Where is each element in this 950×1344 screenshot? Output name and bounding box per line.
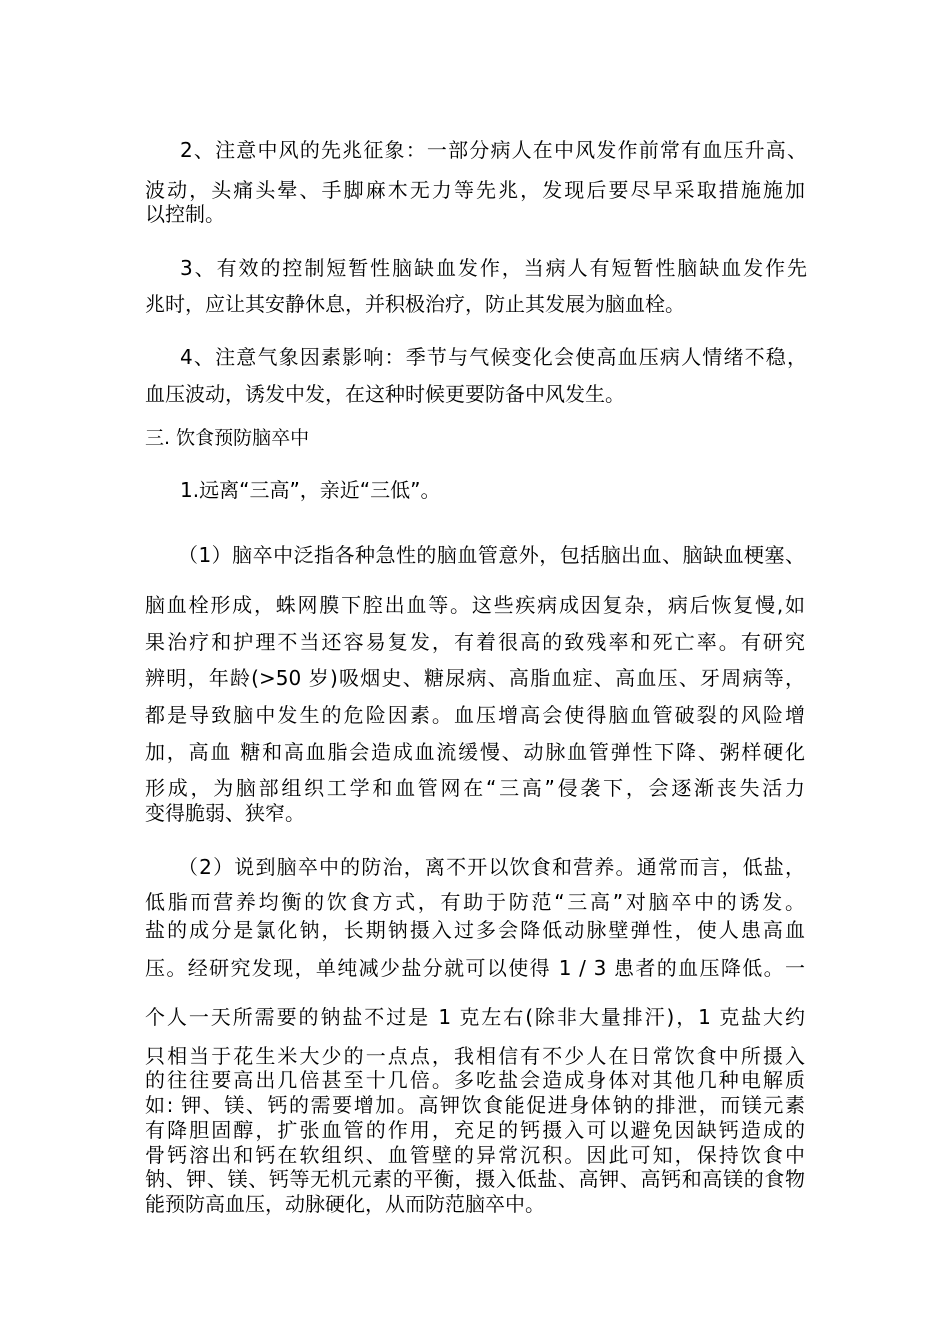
paragraph-line: 果治疗和护理不当还容易复发，有着很高的致残率和死亡率。有研究 bbox=[145, 630, 805, 654]
paragraph-line: 波动，头痛头晕、手脚麻木无力等先兆，发现后要尽早采取措施施加 bbox=[145, 178, 805, 202]
paragraph-line: 兆时，应让其安静休息，并积极治疗，防止其发展为脑血栓。 bbox=[145, 292, 685, 316]
paragraph-line: 个人一天所需要的钠盐不过是 1 克左右(除非大量排汗)，1 克盐大约 bbox=[145, 1005, 805, 1029]
paragraph-line: 血压波动，诱发中发，在这种时候更要防备中风发生。 bbox=[145, 382, 625, 406]
paragraph-line: 都是导致脑中发生的危险因素。血压增高会使得脑血管破裂的风险增 bbox=[145, 703, 805, 727]
paragraph-line: 有降胆固醇，扩张血管的作用，充足的钙摄入可以避免因缺钙造成的 bbox=[145, 1118, 805, 1142]
paragraph-line: 加，高血 糖和高血脂会造成血流缓慢、动脉血管弹性下降、粥样硬化 bbox=[145, 740, 805, 764]
paragraph-line: 4、注意气象因素影响：季节与气候变化会使高血压病人情绪不稳， bbox=[180, 345, 807, 369]
paragraph-line: 3、有效的控制短暂性脑缺血发作，当病人有短暂性脑缺血发作先 bbox=[180, 256, 807, 280]
paragraph-line: 以控制。 bbox=[145, 202, 225, 226]
paragraph-line: 2、注意中风的先兆征象：一部分病人在中风发作前常有血压升高、 bbox=[180, 138, 807, 162]
subsection-heading: 1.远离“三高”，亲近“三低”。 bbox=[180, 478, 441, 502]
paragraph-line: 只相当于花生米大少的一点点，我相信有不少人在日常饮食中所摄入 bbox=[145, 1044, 805, 1068]
paragraph-line: 的往往要高出几倍甚至十几倍。多吃盐会造成身体对其他几种电解质 bbox=[145, 1068, 805, 1092]
paragraph-line: 低脂而营养均衡的饮食方式，有助于防范“三高”对脑卒中的诱发。 bbox=[145, 890, 805, 914]
paragraph-line: 变得脆弱、狭窄。 bbox=[145, 801, 305, 825]
paragraph-line: 如: 钾、镁、钙的需要增加。高钾饮食能促进身体钠的排泄，而镁元素 bbox=[145, 1093, 805, 1117]
paragraph-line: 钠、钾、镁、钙等无机元素的平衡，摄入低盐、高钾、高钙和高镁的食物 bbox=[145, 1167, 805, 1191]
paragraph-line: （2）说到脑卒中的防治，离不开以饮食和营养。通常而言，低盐， bbox=[178, 855, 805, 879]
paragraph-line: 压。经研究发现，单纯减少盐分就可以使得 1 / 3 患者的血压降低。一 bbox=[145, 956, 805, 980]
paragraph-line: 能预防高血压，动脉硬化，从而防范脑卒中。 bbox=[145, 1192, 545, 1216]
section-heading: 三. 饮食预防脑卒中 bbox=[145, 427, 310, 449]
paragraph-line: 形成，为脑部组织工学和血管网在“三高”侵袭下，会逐渐丧失活力 bbox=[145, 776, 805, 800]
paragraph-line: 盐的成分是氯化钠，长期钠摄入过多会降低动脉壁弹性，使人患高血 bbox=[145, 918, 805, 942]
paragraph-line: （1）脑卒中泛指各种急性的脑血管意外，包括脑出血、脑缺血梗塞、 bbox=[178, 543, 805, 567]
paragraph-line: 骨钙溶出和钙在软组织、血管壁的异常沉积。因此可知，保持饮食中 bbox=[145, 1143, 805, 1167]
paragraph-line: 辨明，年龄(>50 岁)吸烟史、糖尿病、高脂血症、高血压、牙周病等， bbox=[145, 666, 805, 690]
paragraph-line: 脑血栓形成，蛛网膜下腔出血等。这些疾病成因复杂，病后恢复慢,如 bbox=[145, 593, 805, 617]
